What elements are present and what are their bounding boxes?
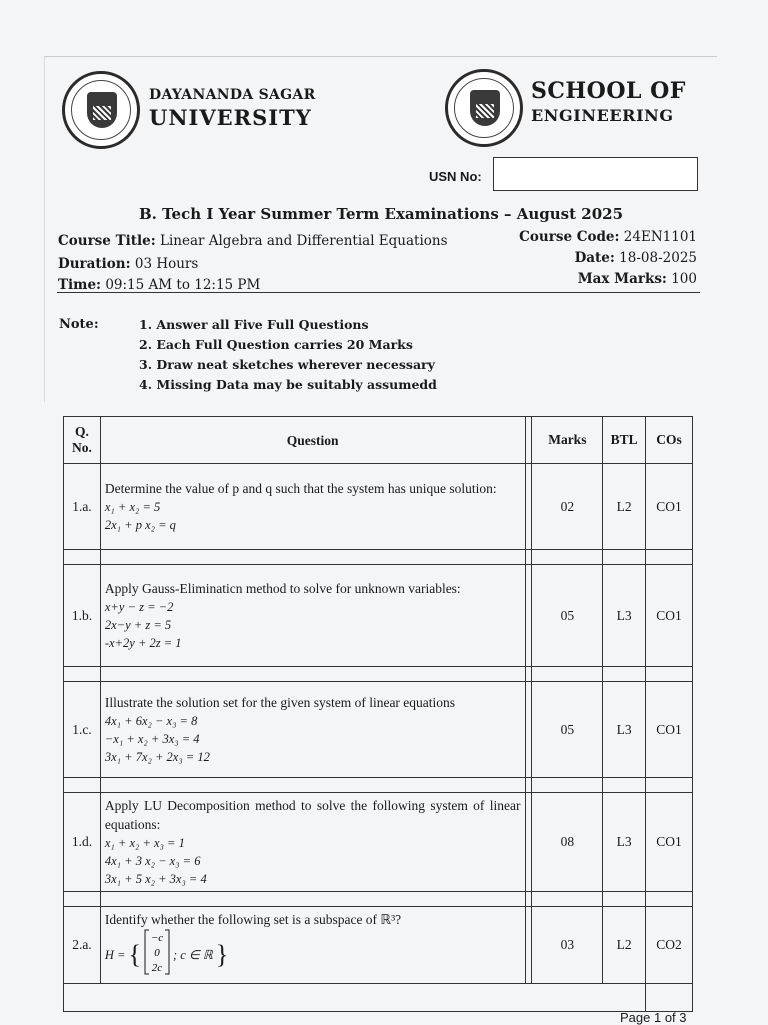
table-row — [64, 565, 693, 667]
question-text: Apply LU Decomposition method to solve the following system of linear equations: — [104, 798, 521, 832]
co-cell: CO1 — [646, 464, 693, 550]
university-name-line1: DAYANANDA SAGAR — [149, 87, 316, 103]
course-title: Linear Algebra and Differential Equations — [159, 233, 448, 249]
note-list — [139, 315, 437, 395]
gap-column — [525, 417, 532, 464]
cos-header: COs — [646, 417, 693, 464]
question-number: 1.d. — [64, 793, 101, 892]
left-brace: { — [128, 939, 141, 969]
note-item: 3. Draw neat sketches wherever necessary — [139, 357, 435, 372]
table-row — [64, 464, 693, 550]
marks-cell: 05 — [532, 565, 603, 667]
usn-label: USN No: — [429, 169, 482, 184]
set-definition — [105, 929, 521, 980]
date-line — [575, 250, 697, 266]
qno-header: Q. No. — [64, 417, 101, 464]
column-vector — [144, 929, 170, 980]
question-number: 2.a. — [64, 907, 101, 984]
duration-label: Duration: — [58, 256, 131, 272]
question-cell — [100, 793, 525, 892]
btl-cell: L3 — [603, 682, 646, 778]
equation: −x₁ + x₂ + 3x₃ = 4 — [104, 732, 200, 746]
table-row — [64, 793, 693, 892]
btl-cell: L3 — [603, 565, 646, 667]
note-item: 4. Missing Data may be suitably assumedd — [139, 377, 437, 392]
set-suffix: ; c ∈ ℝ — [172, 947, 213, 962]
vector-entry: 2c — [151, 962, 163, 974]
co-cell: CO2 — [646, 907, 693, 984]
row-spacer — [64, 892, 693, 907]
row-spacer — [64, 550, 693, 565]
max-marks: 100 — [671, 271, 697, 287]
note-item: 1. Answer all Five Full Questions — [139, 317, 369, 332]
university-seal-logo — [62, 71, 140, 149]
set-prefix: H = — [104, 947, 126, 962]
page-number: Page 1 of 3 — [620, 1010, 687, 1025]
table-row — [64, 907, 693, 984]
vector-entry: 0 — [154, 947, 160, 959]
right-brace: } — [215, 939, 229, 969]
btl-cell: L2 — [603, 464, 646, 550]
question-cell — [100, 682, 525, 778]
marks-header: Marks — [532, 417, 603, 464]
max-marks-line — [578, 271, 697, 287]
exam-title: B. Tech I Year Summer Term Examinations – August 2025 — [138, 205, 624, 223]
question-header: Question — [100, 417, 525, 464]
time: 09:15 AM to 12:15 PM — [105, 277, 261, 293]
co-cell: CO1 — [646, 682, 693, 778]
university-name-line2: UNIVERSITY — [149, 105, 312, 130]
co-cell: CO1 — [646, 565, 693, 667]
max-marks-label: Max Marks: — [577, 271, 667, 287]
question-number: 1.b. — [64, 565, 101, 667]
course-code-line — [519, 229, 697, 245]
question-number: 1.a. — [64, 464, 101, 550]
question-text: Identify whether the following set is a subspace of ℝ³? — [104, 912, 402, 927]
row-spacer — [64, 667, 693, 682]
btl-cell: L3 — [603, 793, 646, 892]
question-cell — [100, 464, 525, 550]
date: 18-08-2025 — [619, 250, 697, 266]
marks-cell: 02 — [532, 464, 603, 550]
date-label: Date: — [574, 250, 615, 266]
course-code-label: Course Code: — [519, 229, 620, 245]
time-label: Time: — [58, 277, 102, 293]
school-name-line2: ENGINEERING — [531, 106, 674, 125]
row-spacer — [64, 778, 693, 793]
course-title-label: Course Title: — [58, 233, 156, 249]
marks-cell: 03 — [532, 907, 603, 984]
school-name-line1: SCHOOL OF — [531, 78, 686, 104]
table-header-row — [64, 417, 693, 464]
duration-line — [58, 256, 198, 272]
btl-header: BTL — [603, 417, 646, 464]
question-number: 1.c. — [64, 682, 101, 778]
question-table — [63, 416, 693, 1012]
header-divider — [57, 292, 700, 293]
marks-cell: 08 — [532, 793, 603, 892]
equation: 2x₁ + p x₂ = q — [104, 518, 176, 532]
question-text: Determine the value of p and q such that the system has unique solution: — [104, 481, 497, 496]
empty-row — [64, 984, 693, 1012]
duration: 03 Hours — [134, 256, 199, 272]
question-cell — [100, 907, 525, 984]
equation: 4x₁ + 6x₂ − x₃ = 8 — [104, 714, 198, 728]
question-cell — [100, 565, 525, 667]
exam-header — [44, 56, 717, 402]
equation: 3x₁ + 7x₂ + 2x₃ = 12 — [104, 750, 210, 764]
question-text: Illustrate the solution set for the given system of linear equations — [104, 695, 456, 710]
co-cell: CO1 — [646, 793, 693, 892]
equation: x₁ + x₂ = 5 — [104, 500, 161, 514]
time-line — [58, 277, 260, 293]
vector-entry: −c — [150, 932, 164, 944]
note-label: Note: — [59, 317, 99, 332]
school-seal-logo — [445, 69, 523, 147]
table-row — [64, 682, 693, 778]
btl-cell: L2 — [603, 907, 646, 984]
equation: 4x₁ + 3 x₂ − x₃ = 6 — [104, 854, 201, 868]
equation: x+y − z = −2 — [104, 600, 174, 614]
question-text: Apply Gauss-Eliminaticn method to solve for unknown variables: — [104, 581, 461, 596]
marks-cell: 05 — [532, 682, 603, 778]
note-item: 2. Each Full Question carries 20 Marks — [139, 337, 413, 352]
equation: 2x−y + z = 5 — [104, 618, 172, 632]
course-code: 24EN1101 — [623, 229, 697, 245]
usn-input-box[interactable] — [493, 157, 698, 191]
vector-brackets-icon — [144, 929, 170, 975]
course-title-line — [58, 233, 448, 249]
equation: -x+2y + 2z = 1 — [104, 636, 182, 650]
equation: 3x₁ + 5 x₂ + 3x₃ = 4 — [104, 872, 207, 886]
equation: x₁ + x₂ + x₃ = 1 — [104, 836, 185, 850]
